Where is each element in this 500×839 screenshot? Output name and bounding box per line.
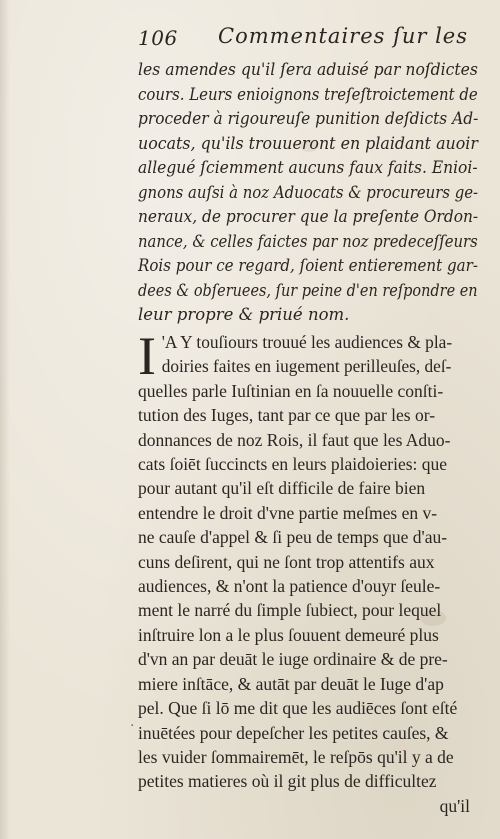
text-line: entendre le droit d'vne partie meſmes en v-	[138, 502, 438, 523]
catchword: qu'il	[439, 795, 470, 816]
text-line: audiences, & n'ont la patience d'ouyr ſeule-	[138, 576, 441, 597]
text-line: tution des Iuges, tant par ce que par les or-	[138, 405, 436, 426]
text-line: pour autant qu'il eſt difficile de faire bien	[138, 478, 426, 499]
text-line: uocats, qu'ils trouueront en plaidant auoir	[138, 133, 478, 153]
text-line: neraux, de procurer que la preſente Ordon-	[138, 207, 479, 226]
text-line: cats ſoiēt ſuccincts en leurs plaidoieries: que	[138, 454, 448, 475]
text-line: Rois pour ce regard, ſoient entierement gar-	[138, 256, 478, 275]
text-line: les vuider ſommairemēt, le reſpōs qu'il y a de	[138, 746, 454, 767]
running-head-title: Commentaires ſur les	[218, 24, 469, 48]
text-line: quelles parle Iuſtinian en ſa nouuelle conſti-	[138, 380, 444, 401]
page-edge-shadow	[0, 0, 10, 839]
text-line: cours. Leurs enioignons treſeſtroictement de	[138, 84, 478, 104]
commentary-text	[138, 326, 476, 818]
text-line: inſtruire lon a le plus ſouuent demeuré plus	[138, 624, 439, 645]
text-line: doiries faites en iugement perilleuſes, deſ-	[161, 356, 452, 377]
ordinance-text-italic	[138, 58, 478, 328]
text-line: nance, & celles faictes par noz predeceſſeurs	[138, 231, 478, 251]
text-line: proceder à rigoureuſe punition deſdicts Ad-	[138, 109, 479, 128]
text-line: pel. Que ſi lō me dit que les audiēces ſont eſté	[138, 698, 458, 719]
text-line: 'A Y touſiours trouué les audiences & pla-	[161, 332, 453, 352]
text-line: petites matieres où il git plus de difficultez	[138, 771, 437, 792]
margin-mark: ·	[130, 718, 135, 734]
drop-cap-initial: I	[138, 326, 156, 386]
text-line: gnons auſsi à noz Aduocats & procureurs ge-	[138, 182, 479, 202]
text-line: allegué ſciemment aucuns faux faits. Enioi-	[138, 158, 478, 177]
text-line: donnances de noz Rois, il faut que les Aduo-	[138, 429, 451, 450]
text-line: miere inſtāce, & autāt par deuāt le Iuge d'ap	[138, 673, 444, 694]
page-number: 106	[138, 26, 178, 50]
text-line: cuns deſirent, qui ne ſont trop attentifs aux	[138, 551, 435, 572]
text-line: les amendes qu'il ſera aduisé par noſdictes	[138, 60, 478, 79]
text-line: inuētées pour depeſcher les petites cauſes, &	[138, 722, 449, 743]
text-line: ne cauſe d'appel & ſi peu de temps que d'au-	[138, 527, 448, 548]
text-line: ment le narré du ſimple ſubiect, pour lequel	[138, 600, 442, 621]
text-line: leur propre & priué nom.	[138, 305, 350, 324]
text-line: d'vn an par deuāt le iuge ordinaire & de pre-	[138, 649, 448, 670]
text-line: dees & obſeruees, ſur peine d'en reſpondre en	[138, 280, 478, 300]
running-head	[138, 22, 469, 54]
